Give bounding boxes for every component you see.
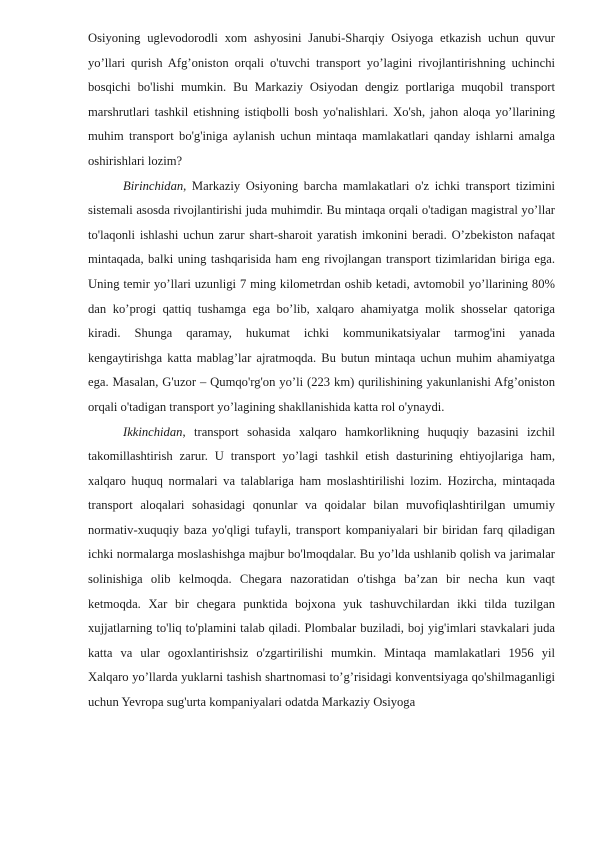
paragraph-1	[88, 26, 555, 174]
paragraph-3	[88, 420, 555, 715]
paragraph-2-text: , Markaziy Osiyoning barcha mamlakatlari o'z ichki transport tizimini sistemali asosda rivojlantirishi juda muhimdir. Bu mintaqa orqali o'tadigan magistral yo’llar to'laqonli ishlashi uchun zarur shart-sharoit yaratish imkonini beradi. O’zbekiston nafaqat mintaqada, balki uning tashqarisida ham eng rivojlangan transport tizimlaridan biriga ega. Uning temir yo’llari uzunligi 7 ming kilometrdan oshib ketadi, avtomobil yo’llarining 80% dan ko’progi qattiq tushamga ega bo’lib, xalqaro ahamiyatga molik shosselar qatoriga kiradi. Shunga qaramay, hukumat ichki kommunikatsiyalar tarmog'ini yanada kengaytirishga katta mablag’lar ajratmoqda. Bu butun mintaqa uchun muhim ahamiyatga ega. Masalan, G'uzor – Qumqo'rg'on yo’li (223 km) qurilishining yakunlanishi Afg’oniston orqali o'tadigan transport yo’lagining shakllanishida katta rol o'ynaydi.	[88, 178, 555, 414]
paragraph-1-text: Osiyoning uglevodorodli xom ashyosini Janubi-Sharqiy Osiyoga etkazish uchun quvur yo’llari qurish Afg’oniston orqali o'tuvchi transport yo’lagini rivojlantirishning uchinchi bosqichi bo'lishi mumkin. Bu Markaziy Osiyodan dengiz portlariga muqobil transport marshrutlari tashkil etishning istiqbolli bosh yo'nalishlari. Xo'sh, jahon aloqa yo’llarining muhim transport bo'g'iniga aylanish uchun mintaqa mamlakatlari qanday ishlarni amalga oshirishlari lozim?	[88, 31, 555, 168]
paragraph-2-lead: Birinchidan	[123, 178, 184, 193]
paragraph-3-text: , transport sohasida xalqaro hamkorlikning huquqiy bazasini izchil takomillashtirish zarur. U transport yo’lagi tashkil etish dasturining ehtiyojlariga ham, xalqaro huquq normalari va talablariga ham moslashtirilishi lozim. Hozircha, mintaqada transport aloqalari sohasidagi qonunlar va qoidalar bilan muvofiqlashtirilgan umumiy normativ-xuquqiy baza yo'qligi tufayli, transport kompaniyalari bir biridan farq qiladigan ichki normalarga moslashishga majbur bo'lmoqdalar. Bu yo’lda ushlanib qolish va jarimalar solinishiga olib kelmoqda. Chegara nazoratidan o'tishga ba’zan bir necha kun vaqt ketmoqda. Xar bir chegara punktida bojxona yuk tashuvchilardan ikki tilda tuzilgan xujjatlarning to'liq to'plamini talab qiladi. Plombalar buziladi, boj yig'imlari stavkalari juda katta va ular ogoxlantirishsiz o'zgartirilishi mumkin. Mintaqa mamlakatlari 1956 yil Xalqaro yo’llarda yuklarni tashish shartnomasi to’g’risidagi konventsiyaga qo'shilmaganligi uchun Yevropa sug'urta kompaniyalari odatda Markaziy Osiyoga	[88, 424, 555, 710]
paragraph-3-lead: Ikkinchidan	[123, 424, 183, 439]
body-text	[88, 26, 555, 715]
paragraph-2	[88, 174, 555, 420]
